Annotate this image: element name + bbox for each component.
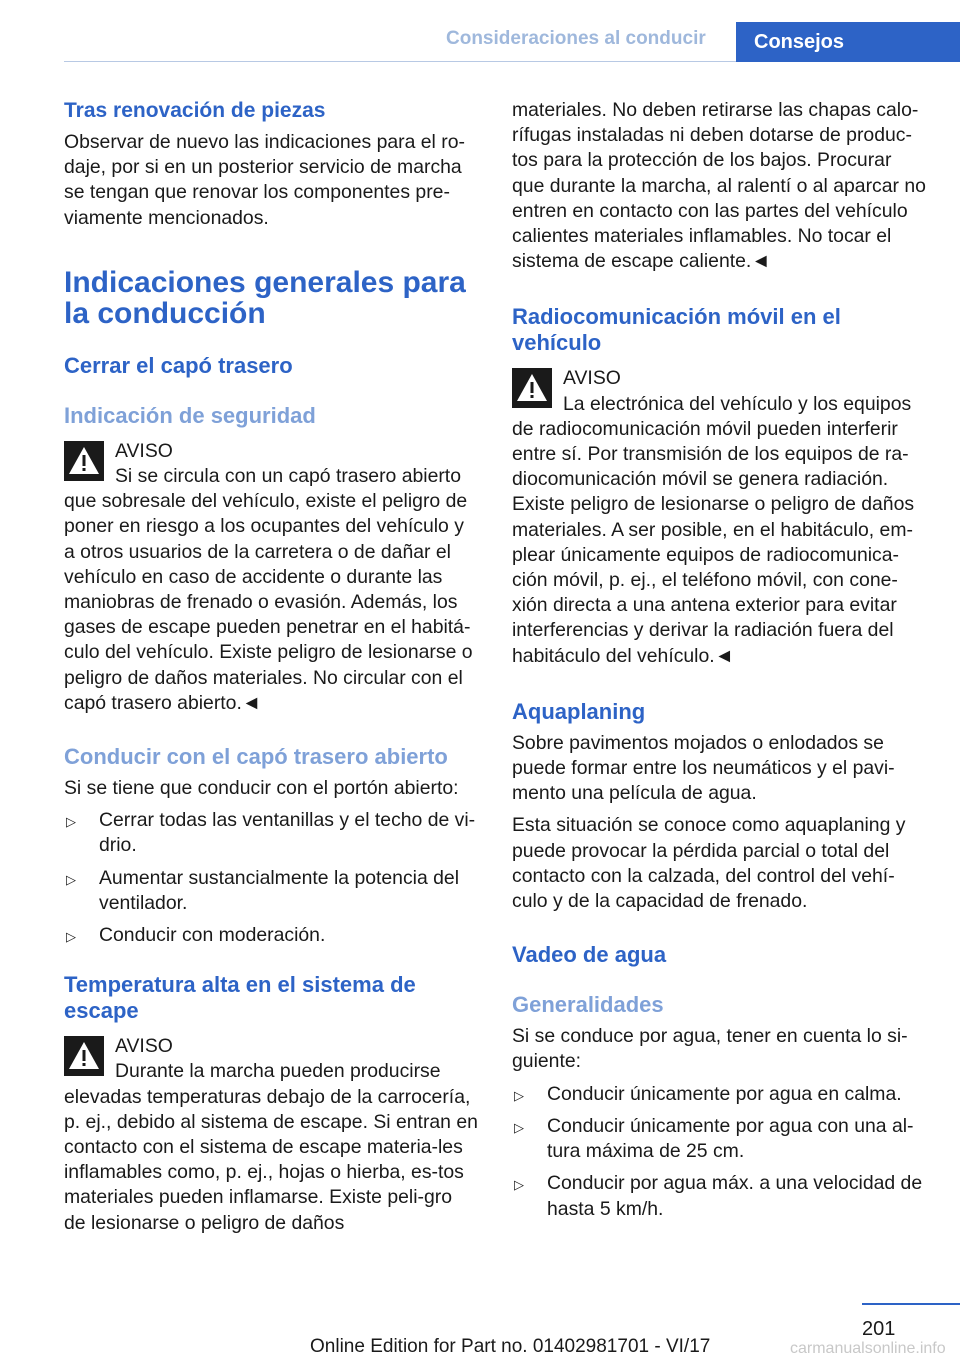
heading-indicacion-seguridad: Indicación de seguridad: [64, 402, 316, 428]
heading-generalidades: Generalidades: [512, 992, 664, 1018]
heading-conducir-capo-abierto: Conducir con el capó trasero abierto: [64, 744, 448, 770]
list-item: ▷ Conducir únicamente por agua en calma.: [512, 1082, 926, 1107]
watermark-text: carmanualsonline.info: [790, 1340, 946, 1357]
list-item: ▷ Cerrar todas las ventanillas y el techo de vi-drio.: [66, 809, 476, 857]
header-divider: [64, 61, 736, 62]
bullet-triangle-icon: ▷: [514, 1119, 524, 1135]
warning-icon: [64, 1036, 104, 1076]
warning-block-escape: [64, 1034, 478, 1236]
bullet-triangle-icon: ▷: [514, 1087, 524, 1103]
warning-block-radio: [512, 366, 926, 668]
footer-divider: [862, 1303, 960, 1305]
warning-text-first-line: Durante la marcha pueden producirse: [115, 1060, 441, 1083]
paragraph-renovacion: Observar de nuevo las indicaciones para el ro-daje, por si en un posterior servicio de marcha se tengan que renovar los componentes pre-viamente mencionados.: [64, 131, 465, 229]
heading-aquaplaning: Aquaplaning: [512, 698, 646, 724]
warning-text: elevadas temperaturas debajo de la carrocería, p. ej., debido al sistema de escape. Si entran en contacto con el sistema de escape materia-les inflamables como, p. ej., hojas o hierba, es-tos materiales pueden inflamarse. Existe peli-gro de lesionarse o peligro de daños: [64, 1085, 478, 1234]
warning-text-first-line: La electrónica del vehículo y los equipos: [563, 392, 912, 415]
paragraph-aquaplaning-1: Sobre pavimentos mojados o enlodados se puede formar entre los neumáticos y el pavi-mento una película de agua.: [512, 731, 895, 805]
heading-indicaciones-generales: Indicaciones generales para la conducción: [64, 265, 466, 330]
heading-cerrar-capo: Cerrar el capó trasero: [64, 352, 293, 378]
list-item: ▷ Conducir únicamente por agua con una al-tura máxima de 25 cm.: [514, 1114, 914, 1163]
list-item: ▷ Conducir con moderación.: [64, 923, 478, 948]
heading-temperatura-escape: Temperatura alta en el sistema de escape: [64, 972, 416, 1024]
warning-icon: [64, 441, 104, 481]
warning-label: AVISO: [115, 439, 173, 462]
warning-text: que sobresale del vehículo, existe el peligro de poner en riesgo a los ocupantes del vehículo y a otros usuarios de la carretera o de dañar el vehículo en caso de accidente o durante las maniobras de frenado o evasión. Además, los gases de escape pueden penetrar en el habitá-culo del vehículo. Existe peligro de lesionarse o peligro de daños materiales. No circular con el capó trasero abierto.◄: [64, 490, 473, 714]
page-header: [0, 0, 960, 62]
heading-renovacion: Tras renovación de piezas: [64, 99, 326, 122]
warning-text-first-line: Si se circula con un capó trasero abierto: [115, 465, 461, 488]
right-column: [512, 98, 926, 1222]
bullet-triangle-icon: ▷: [66, 814, 76, 830]
bullet-triangle-icon: ▷: [514, 1177, 524, 1193]
warning-label: AVISO: [115, 1035, 173, 1058]
edition-note: Online Edition for Part no. 01402981701 - VI/17: [310, 1336, 711, 1357]
list-item: ▷ Conducir por agua máx. a una velocidad de hasta 5 km/h.: [514, 1172, 923, 1220]
heading-radiocomunicacion: Radiocomunicación móvil en el vehículo: [512, 304, 841, 356]
page-number: 201: [862, 1318, 896, 1340]
bullet-triangle-icon: ▷: [66, 871, 76, 887]
left-column: [64, 98, 478, 1236]
bullet-triangle-icon: ▷: [66, 929, 76, 945]
paragraph-conducir: Si se tiene que conducir con el portón abierto:: [64, 777, 459, 800]
heading-vadeo: Vadeo de agua: [512, 942, 667, 968]
bullet-list-vadeo: [512, 1082, 926, 1222]
warning-block-capo: [64, 439, 478, 716]
warning-label: AVISO: [563, 367, 621, 390]
header-section-title: Consideraciones al conducir: [446, 28, 706, 49]
paragraph-continuation: materiales. No deben retirarse las chapas calo-rífugas instaladas ni deben dotarse de produc-tos para la protección de los bajos. Procurar que durante la marcha, al ralentí o al aparcar no entren en contacto con las partes del vehículo calientes materiales inflamables. No tocar el sistema de escape caliente.◄: [512, 99, 926, 273]
warning-icon: [512, 368, 552, 408]
warning-text: de radiocomunicación móvil pueden interferir entre sí. Por transmisión de los equipos de ra-diocomunicación móvil se genera radiación. Existe peligro de lesionarse o peligro de daños materiales. A ser posible, en el habitáculo, em-plear únicamente equipos de radiocomunica-ción móvil, p. ej., el teléfono móvil, con cone-xión directa a una antena exterior para evitar interferencias y derivar la radiación fuera del habitáculo del vehículo.◄: [512, 417, 915, 667]
list-item: ▷ Aumentar sustancialmente la potencia del ventilador.: [66, 866, 460, 914]
bullet-list-conducir: [64, 808, 478, 948]
paragraph-aquaplaning-2: Esta situación se conoce como aquaplaning y puede provocar la pérdida parcial o total del contacto con la calzada, del control del vehí-culo y de la capacidad de frenado.: [512, 814, 906, 913]
paragraph-generalidades: Si se conduce por agua, tener en cuenta lo si-guiente:: [512, 1025, 908, 1073]
header-chapter-tab: Consejos: [736, 22, 960, 62]
